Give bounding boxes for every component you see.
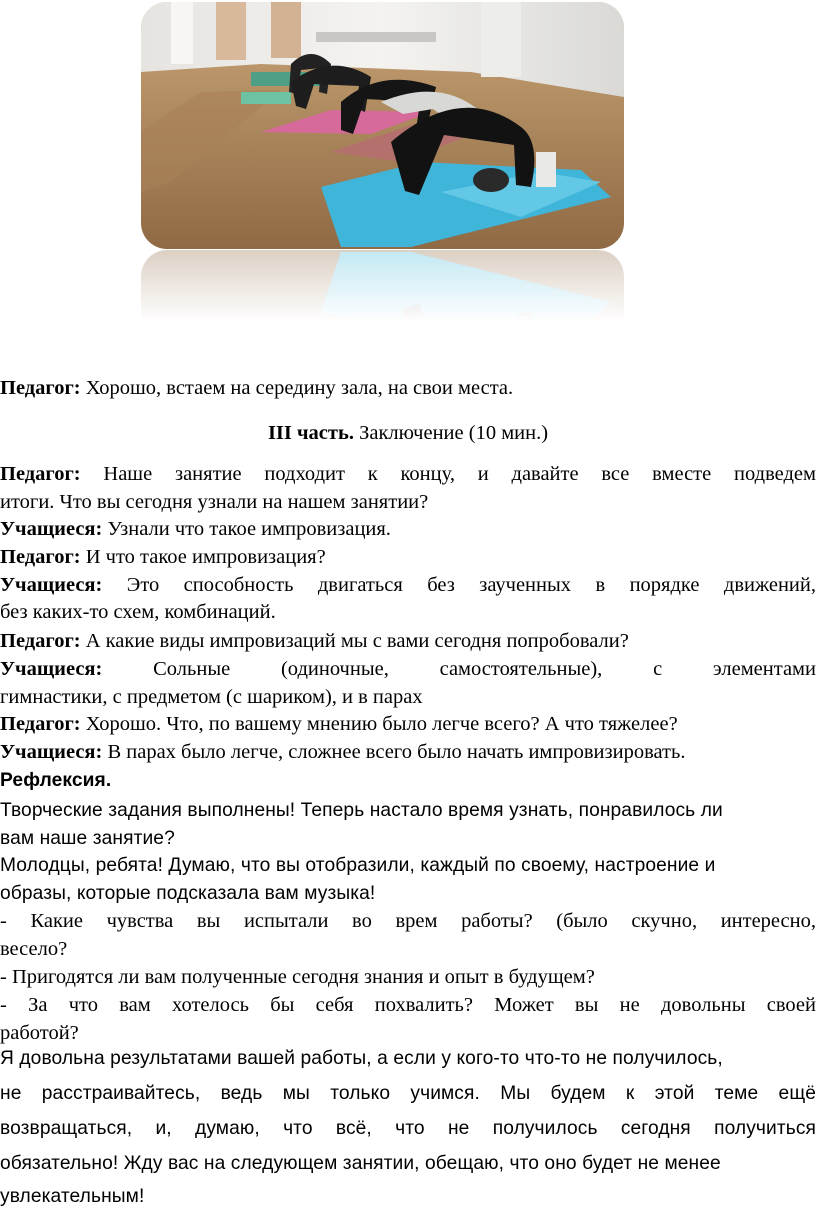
- dialog-line: [0, 460, 816, 489]
- dialog-text: Хорошо. Что, по вашему мнению было легче всего? А что тяжелее?: [80, 713, 678, 735]
- speaker-label: Учащиеся:: [0, 518, 103, 540]
- speaker-label: Учащиеся:: [0, 741, 103, 763]
- reflection-line: Молодцы, ребята! Думаю, что вы отобразили, каждый по своему, настроение и: [0, 855, 716, 876]
- photo-illustration: [141, 2, 624, 249]
- dialog-text: гимнастики, с предметом (с шариком), и в парах: [0, 686, 423, 708]
- section-title: Заключение (10 мин.): [353, 422, 549, 444]
- reflection-heading: Рефлексия.: [0, 770, 112, 791]
- gymnastics-class-photo: [141, 2, 624, 249]
- dialog-line: [0, 627, 816, 656]
- dialog-text: Наше занятие подходит к концу, и давайте все вместе подведем: [80, 463, 816, 485]
- dialog-line: [0, 543, 816, 572]
- speaker-label: Педагог:: [0, 713, 81, 735]
- reflection-line: возвращаться, и, думаю, что всё, что не получилось сегодня получиться: [0, 1118, 816, 1139]
- reflection-line: обязательно! Жду вас на следующем занятии, обещаю, что оно будет не менее: [0, 1153, 721, 1174]
- dialog-line: [0, 710, 816, 739]
- dialog-line: [0, 488, 816, 517]
- dialog-text: Узнали что такое импровизация.: [102, 518, 391, 540]
- dialog-line: [0, 598, 816, 627]
- speaker-label: Учащиеся:: [0, 574, 103, 596]
- reflection-line: весело?: [0, 938, 68, 960]
- dialog-line: [0, 655, 816, 684]
- speaker-label: Педагог:: [0, 463, 81, 485]
- reflection-line: - Пригодятся ли вам полученные сегодня знания и опыт в будущем?: [0, 966, 595, 988]
- photo-reflection: [141, 250, 624, 322]
- dialog-text: В парах было легче, сложнее всего было начать импровизировать.: [102, 741, 686, 763]
- reflection-line: увлекательным!: [0, 1186, 145, 1207]
- reflection-line: Творческие задания выполнены! Теперь настало время узнать, понравилось ли: [0, 800, 723, 821]
- speaker-label: Учащиеся:: [0, 658, 103, 680]
- dialog-text: Сольные (одиночные, самостоятельные), с элементами: [102, 658, 816, 680]
- speaker-label: Педагог:: [0, 546, 81, 568]
- section-number: III часть.: [267, 422, 354, 444]
- dialog-line: [0, 515, 816, 544]
- dialog-text: А какие виды импровизаций мы с вами сегодня попробовали?: [80, 630, 629, 652]
- reflection-line: не расстраивайтесь, ведь мы только учимся. Мы будем к этой теме ещё: [0, 1083, 816, 1104]
- reflection-line: вам наше занятие?: [0, 828, 175, 849]
- dialog-text: без каких-то схем, комбинаций.: [0, 601, 276, 623]
- reflection-line: образы, которые подсказала вам музыка!: [0, 883, 376, 904]
- dialog-text: И что такое импровизация?: [80, 546, 326, 568]
- reflection-line: - За что вам хотелось бы себя похвалить? Может вы не довольны своей: [0, 994, 816, 1016]
- speaker-label: Педагог:: [0, 630, 81, 652]
- reflection-line: - Какие чувства вы испытали во врем работы? (было скучно, интересно,: [0, 910, 816, 932]
- dialog-line: [0, 738, 816, 767]
- speaker-label: Педагог:: [0, 377, 81, 399]
- dialog-line: [0, 571, 816, 600]
- reflection-line: работой?: [0, 1022, 79, 1044]
- reflection-line: Я довольна результатами вашей работы, а если у кого-то что-то не получилось,: [0, 1048, 723, 1069]
- dialog-text: Это способность двигаться без заученных в порядке движений,: [102, 574, 816, 596]
- dialog-text: итоги. Что вы сегодня узнали на нашем занятии?: [0, 491, 429, 513]
- section-heading: [0, 419, 816, 448]
- dialog-line: [0, 683, 816, 712]
- intro-line: [0, 374, 816, 403]
- intro-text: Хорошо, встаем на середину зала, на свои места.: [80, 377, 514, 399]
